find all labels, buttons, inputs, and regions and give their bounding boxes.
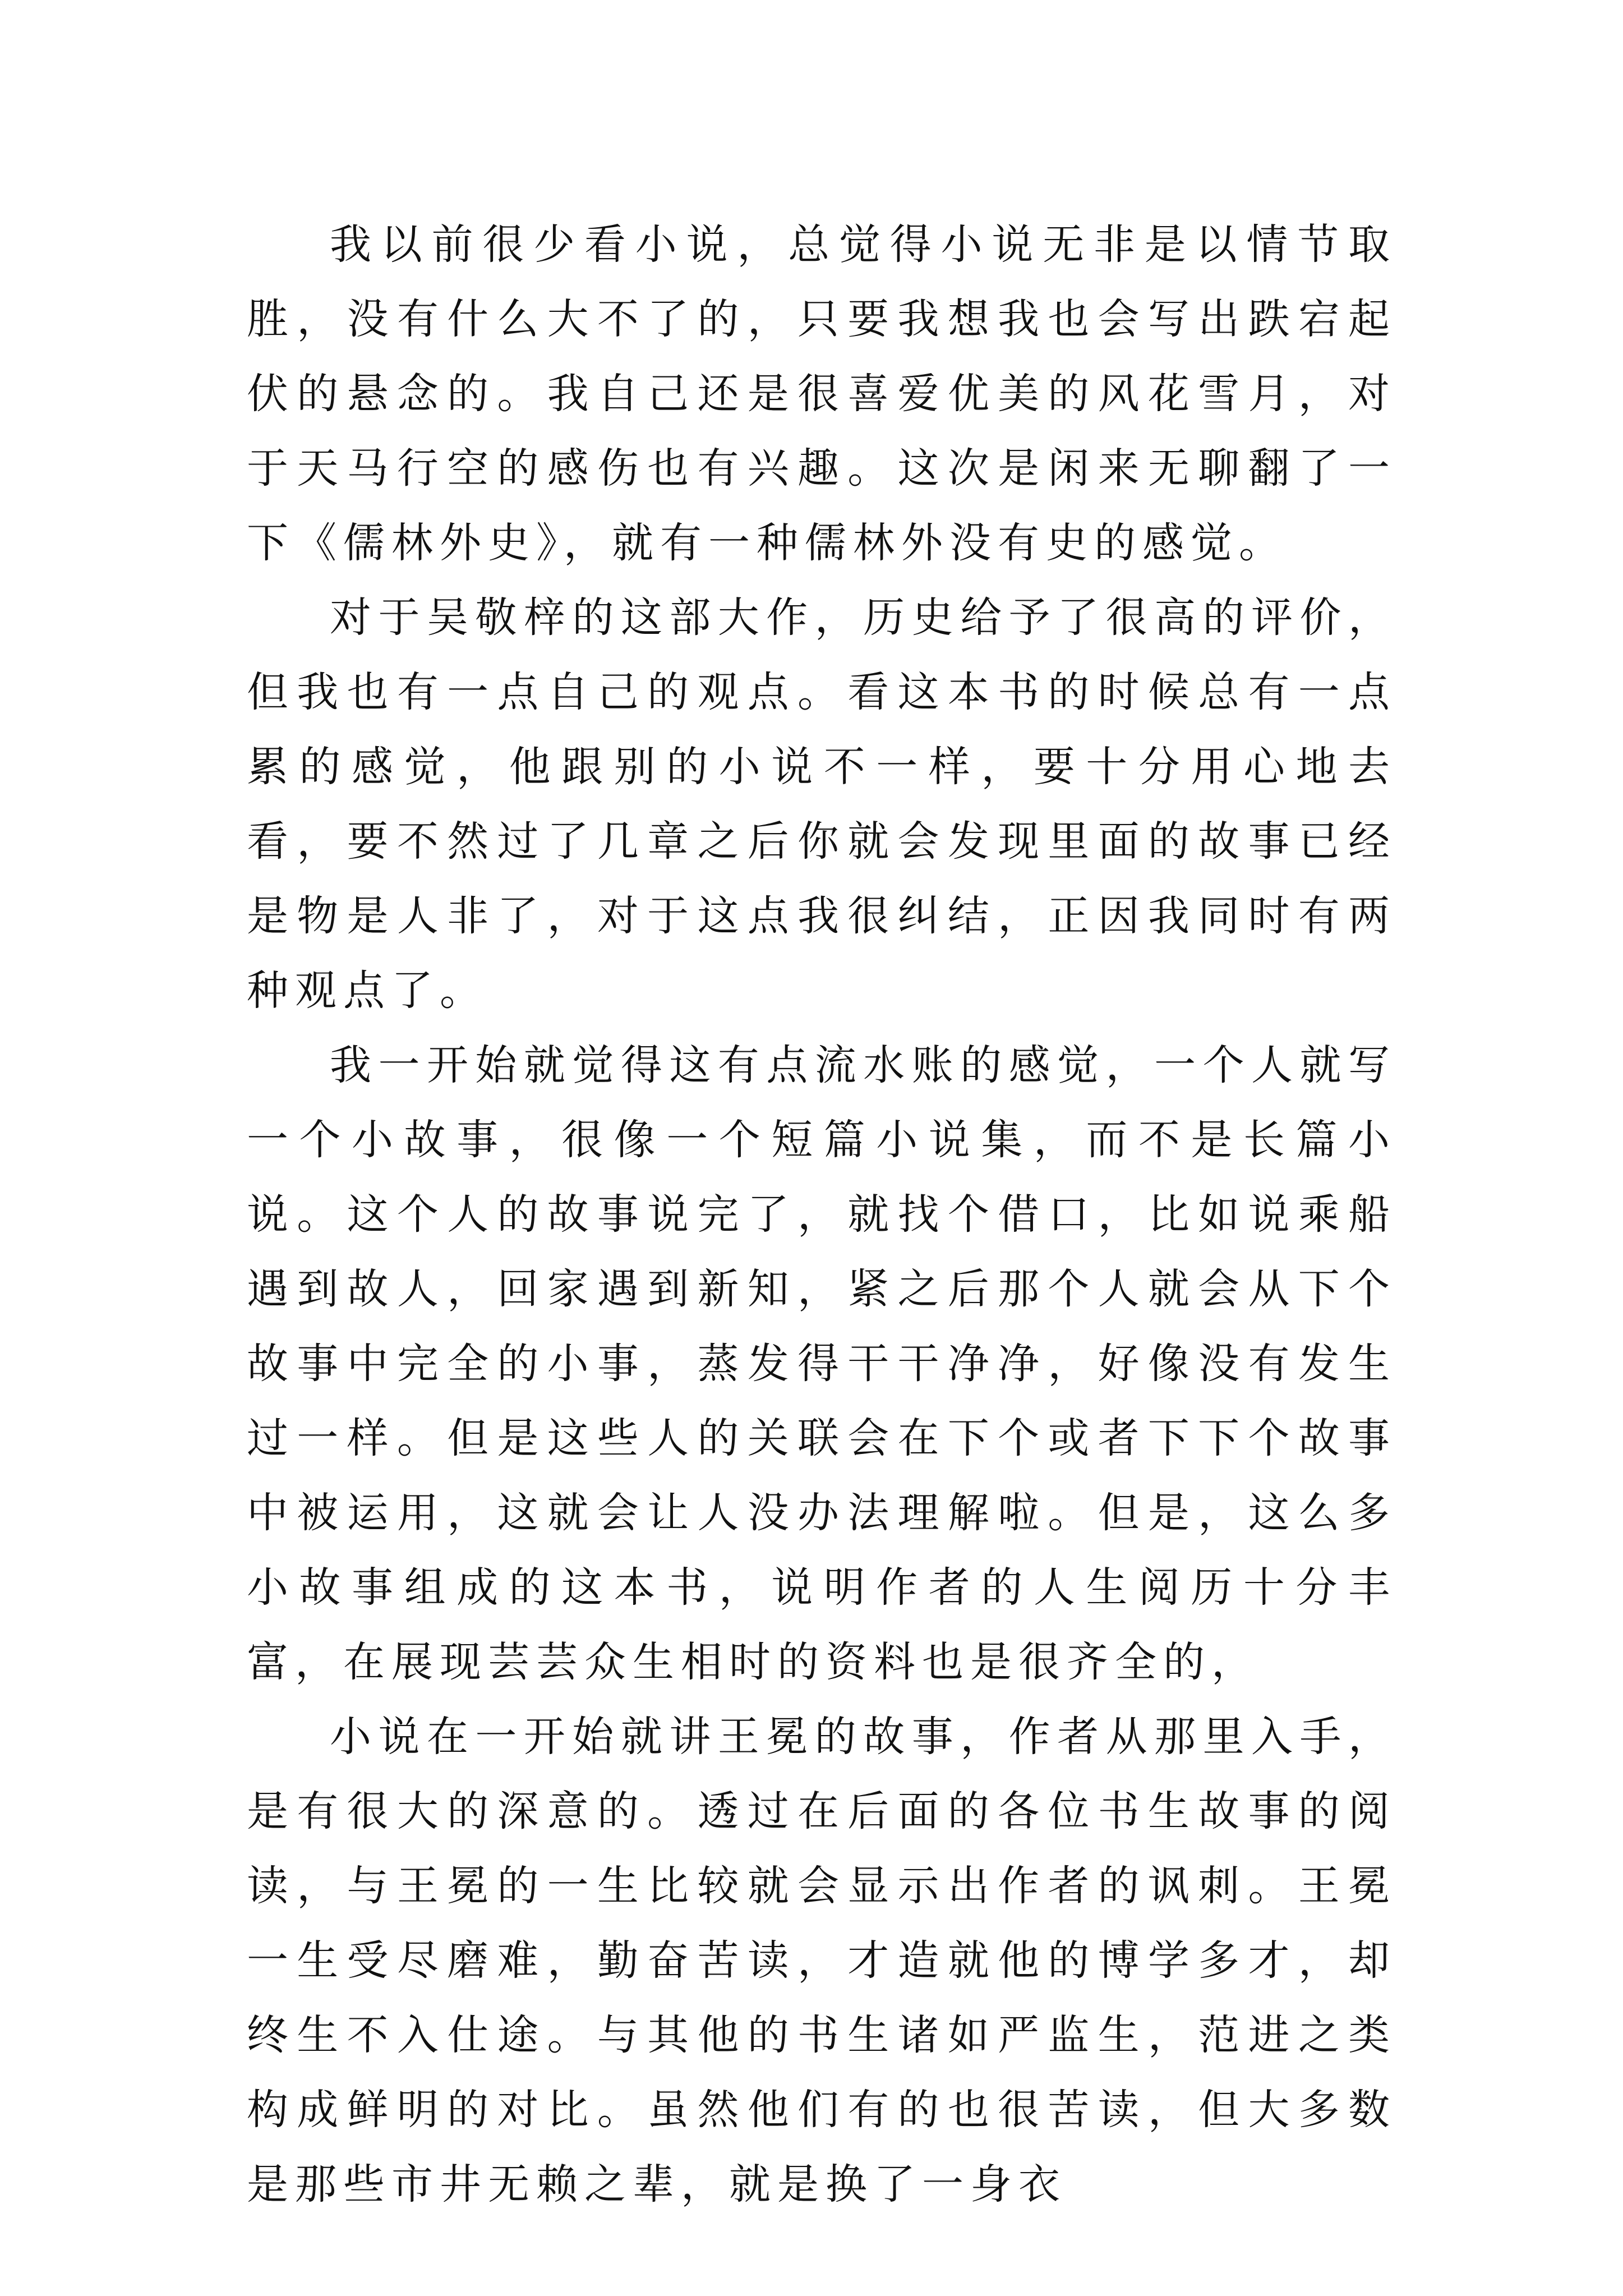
paragraph-1: 我以前很少看小说，总觉得小说无非是以情节取胜，没有什么大不了的，只要我想我也会写出跌宕起伏的悬念的。我自己还是很喜爱优美的风花雪月，对于天马行空的感伤也有兴趣。这次是闲来无聊翻了一下《儒林外史》，就有一种儒林外没有史的感觉。 [247,220,1396,567]
paragraph-3: 我一开始就觉得这有点流水账的感觉，一个人就写一个小故事，很像一个短篇小说集，而不是长篇小说。这个人的故事说完了，就找个借口，比如说乘船遇到故人，回家遇到新知，紧之后那个人就会从下个故事中完全的小事，蒸发得干干净净，好像没有发生过一样。但是这些人的关联会在下个或者下下个故事中被运用，这就会让人没办法理解啦。但是，这么多小故事组成的这本书，说明作者的人生阅历十分丰富，在展现芸芸众生相时的资料也是很齐全的， [247,1041,1396,1686]
paragraph-2: 对于吴敬梓的这部大作，历史给予了很高的评价，但我也有一点自己的观点。看这本书的时候总有一点累的感觉，他跟别的小说不一样，要十分用心地去看，要不然过了几章之后你就会发现里面的故事已经是物是人非了，对于这点我很纠结，正因我同时有两种观点了。 [247,593,1396,1015]
paragraph-4: 小说在一开始就讲王冕的故事，作者从那里入手，是有很大的深意的。透过在后面的各位书生故事的阅读，与王冕的一生比较就会显示出作者的讽刺。王冕一生受尽磨难，勤奋苦读，才造就他的博学多才，却终生不入仕途。与其他的书生诸如严监生，范进之类构成鲜明的对比。虽然他们有的也很苦读，但大多数是那些市井无赖之辈，就是换了一身衣 [247,1713,1396,2208]
document-body [247,208,1396,2222]
